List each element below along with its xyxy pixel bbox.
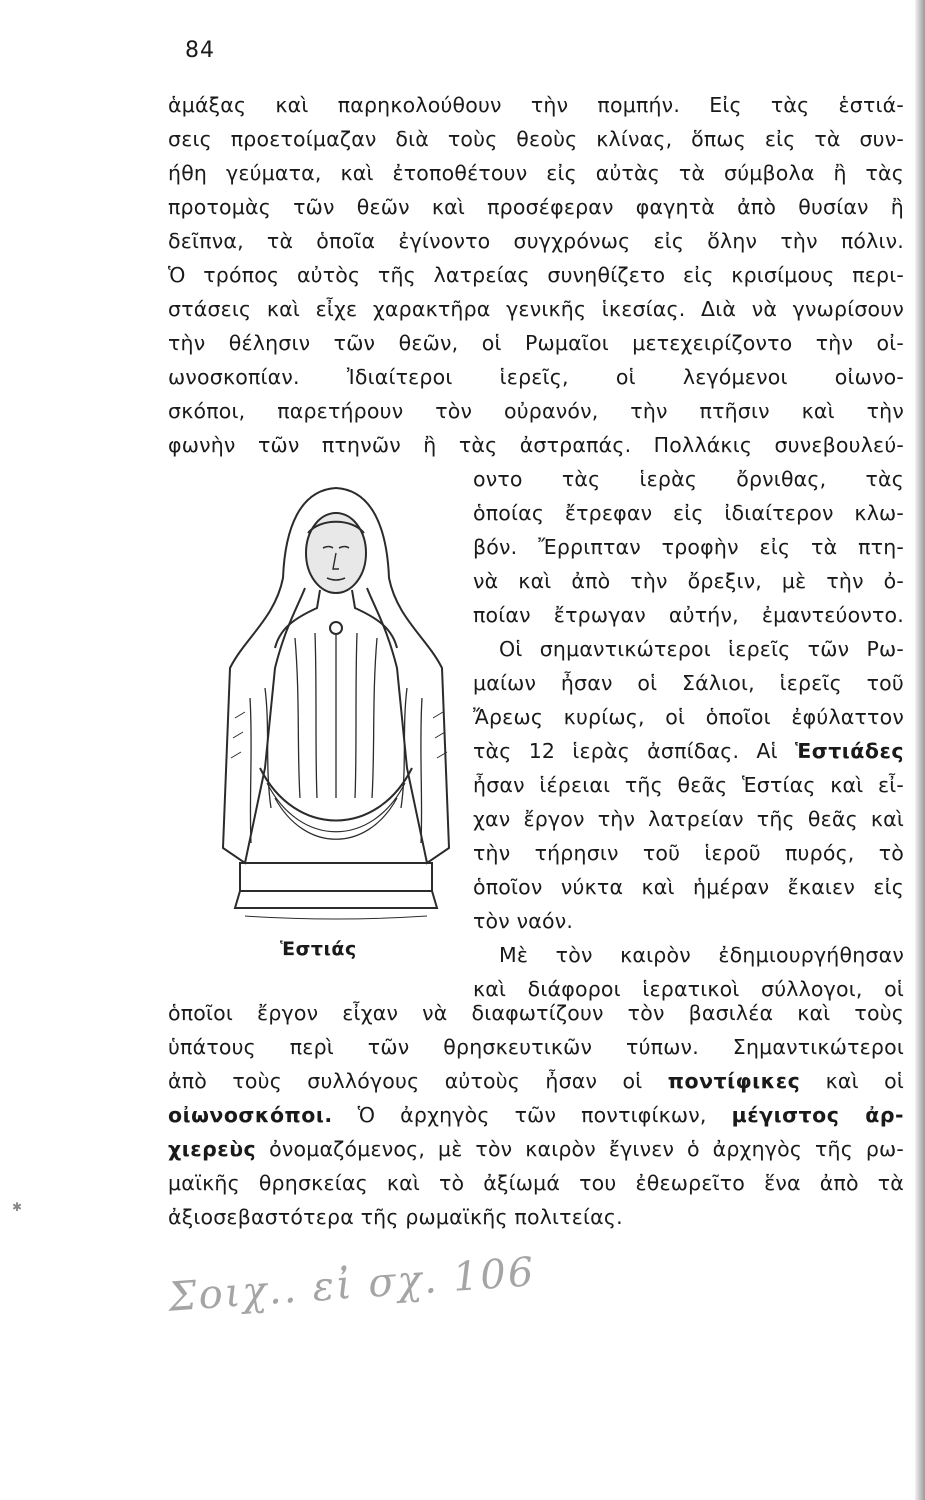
bold-term-oionoskopoi: οἰωνοσκόποι. [168, 1103, 333, 1127]
page-number: 84 [185, 38, 215, 63]
scan-speck: ✱ [12, 1200, 23, 1214]
text-line: στάσεις καὶ εἶχε χαρακτῆρα γενικῆς ἱκεσίας. Διὰ νὰ γνωρίσουν [168, 297, 904, 321]
text-line: καὶ διάφοροι ἱερατικοὶ σύλλογοι, οἱ [473, 977, 904, 1001]
text-segment: ὀνομαζόμενος, μὲ τὸν καιρὸν ἔγινεν ὁ ἀρχηγὸς τῆς ρω- [269, 1137, 904, 1161]
text-line: δεῖπνα, τὰ ὁποῖα ἐγίνοντο συγχρόνως εἰς ὅλην τὴν πόλιν. [168, 229, 904, 253]
text-line-with-bold [168, 1098, 904, 1132]
text-line: νὰ καὶ ἀπὸ τὴν ὄρεξιν, μὲ τὴν ὀ- [473, 569, 904, 593]
text-line: οντο τὰς ἱερὰς ὄρνιθας, τὰς [473, 467, 904, 491]
text-line-with-bold [168, 1132, 904, 1166]
text-segment: Ὁ ἀρχηγὸς τῶν ποντιφίκων, [357, 1103, 707, 1127]
text-line: ὑπάτους περὶ τῶν θρησκευτικῶν τύπων. Σημαντικώτεροι [168, 1035, 904, 1059]
text-line: μαίων ἦσαν οἱ Σάλιοι, ἱερεῖς τοῦ [473, 671, 904, 695]
text-line: ὁποῖον νύκτα καὶ ἡμέραν ἔκαιεν εἰς [473, 875, 904, 899]
bold-term-hestiades: Ἑστιάδες [794, 739, 905, 763]
bold-term-pontifikes: ποντίφικες [667, 1069, 801, 1093]
text-line-with-bold [473, 734, 904, 768]
text-line: Ὁ τρόπος αὐτὸς τῆς λατρείας συνηθίζετο εἰς κρισίμους περι- [168, 263, 904, 287]
text-line: φωνὴν τῶν πτηνῶν ἢ τὰς ἀστραπάς. Πολλάκις συνεβουλεύ- [168, 433, 904, 457]
text-segment: τὰς 12 ἱερὰς ἀσπίδας. Αἱ [473, 739, 778, 763]
text-line: ὁποῖοι ἔργον εἶχαν νὰ διαφωτίζουν τὸν βασιλέα καὶ τοὺς [168, 1001, 904, 1025]
text-line: Μὲ τὸν καιρὸν ἐδημιουργήθησαν [499, 943, 904, 967]
paragraph-side-column [473, 462, 904, 1006]
text-line: Ἄρεως κυρίως, οἱ ὁποῖοι ἐφύλαττον [473, 705, 904, 729]
text-line: ποίαν ἔτρωγαν αὐτήν, ἐμαντεύοντο. [473, 603, 904, 627]
text-line: σεις προετοίμαζαν διὰ τοὺς θεοὺς κλίνας, ὅπως εἰς τὰ συν- [168, 127, 904, 151]
bold-term-megistos: μέγιστος ἀρ- [731, 1103, 905, 1127]
text-line: ωνοσκοπίαν. Ἰδιαίτεροι ἱερεῖς, οἱ λεγόμενοι οἰωνο- [168, 365, 904, 389]
text-line: σκόποι, παρετήρουν τὸν οὐρανόν, τὴν πτῆσιν καὶ τὴν [168, 399, 904, 423]
text-line: ἦσαν ἱέρειαι τῆς θεᾶς Ἑστίας καὶ εἶ- [473, 773, 904, 797]
figure-caption: Ἑστιάς [280, 938, 357, 960]
text-line: τὴν τήρησιν τοῦ ἱεροῦ πυρός, τὸ [473, 841, 904, 865]
text-line: ὁποίας ἔτρεφαν εἰς ἰδιαίτερον κλω- [473, 501, 904, 525]
text-line: προτομὰς τῶν θεῶν καὶ προσέφεραν φαγητὰ ἀπὸ θυσίαν ἢ [168, 195, 904, 219]
text-line: μαϊκῆς θρησκείας καὶ τὸ ἀξίωμά του ἐθεωρεῖτο ἕνα ἀπὸ τὰ [168, 1171, 904, 1195]
paragraph-top [168, 88, 904, 462]
paragraph-bottom [168, 996, 904, 1234]
text-line: βόν. Ἔρριπταν τροφὴν εἰς τὰ πτη- [473, 535, 904, 559]
text-line: τὸν ναόν. [473, 909, 574, 933]
text-line-with-bold [168, 1064, 904, 1098]
handwritten-note: Σοιχ.. εἰ σχ. 106 [166, 1249, 537, 1321]
bold-term-archiereus: χιερεὺς [168, 1137, 257, 1161]
text-line: τὴν θέλησιν τῶν θεῶν, οἱ Ρωμαῖοι μετεχειρίζοντο τὴν οἰ- [168, 331, 904, 355]
text-line: ήθη γεύματα, καὶ ἐτοποθέτουν εἰς αὐτὰς τὰ σύμβολα ἢ τὰς [168, 161, 904, 185]
text-line: ἁμάξας καὶ παρηκολούθουν τὴν πομπήν. Εἰς τὰς ἑστιά- [168, 93, 904, 117]
text-segment: ἀπὸ τοὺς συλλόγους αὐτοὺς ἦσαν οἱ [168, 1069, 643, 1093]
page-edge-shadow [915, 0, 925, 1500]
text-line: χαν ἔργον τὴν λατρείαν τῆς θεᾶς καὶ [473, 807, 904, 831]
hestia-statue-illustration [205, 468, 467, 928]
text-line: Οἱ σημαντικώτεροι ἱερεῖς τῶν Ρω- [499, 637, 904, 661]
text-segment: καὶ οἱ [825, 1069, 905, 1093]
text-line: ἀξιοσεβαστότερα τῆς ρωμαϊκῆς πολιτείας. [168, 1205, 623, 1229]
